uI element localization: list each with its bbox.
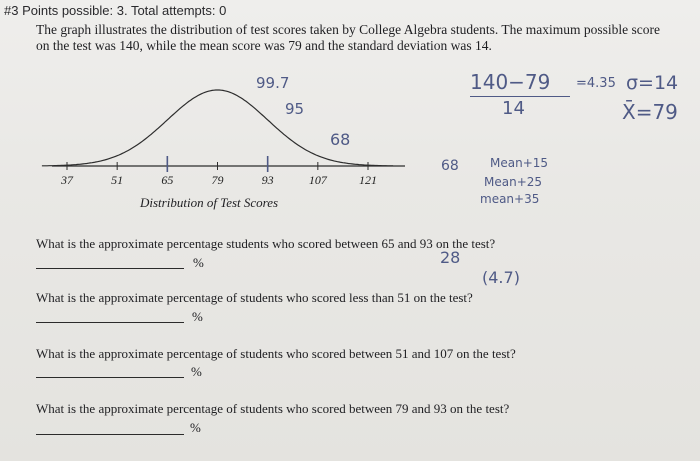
handwritten-calc-numerator: 140−79	[470, 70, 551, 94]
x-tick-label: 51	[111, 173, 124, 187]
handwritten-sigma: σ=14	[626, 72, 679, 94]
x-tick-label: 121	[359, 173, 377, 187]
normal-distribution-curve	[42, 90, 393, 166]
problem-intro: The graph illustrates the distribution of test scores taken by College Algebra students. The maximum possible score on the test was 140, while the mean score was 79 and the standard deviation was 14.	[36, 22, 660, 53]
handwritten-side-68: 68	[441, 158, 459, 174]
handwritten-28: 28	[440, 248, 461, 267]
handwritten-calc-result: =4.35	[576, 76, 616, 91]
question-2: What is the approximate percentage of students who scored less than 51 on the test?	[36, 290, 473, 305]
percent-sign-1: %	[193, 255, 204, 270]
handwritten-mean-plus-35: mean+35	[480, 192, 540, 206]
handwritten-95: 95	[285, 100, 305, 118]
percent-sign-2: %	[192, 309, 203, 324]
x-tick-label: 79	[211, 173, 224, 187]
handwritten-fraction-bar	[470, 96, 570, 97]
question-4: What is the approximate percentage of students who scored between 79 and 93 on the test?	[36, 401, 510, 416]
x-tick-label: 65	[161, 173, 174, 187]
answer-field-1[interactable]	[36, 268, 184, 269]
handwritten-4-7: (4.7)	[482, 268, 520, 287]
problem-header: #3 Points possible: 3. Total attempts: 0	[4, 3, 227, 18]
handwritten-mean-plus-25: Mean+25	[484, 175, 543, 189]
answer-field-3[interactable]	[36, 377, 184, 378]
handwritten-mean-plus-15: Mean+15	[490, 156, 549, 170]
chart-x-label: Distribution of Test Scores	[140, 195, 279, 210]
question-3: What is the approximate percentage of students who scored between 51 and 107 on the test?	[36, 346, 516, 361]
handwritten-mean: X̄=79	[622, 100, 678, 124]
handwritten-68: 68	[330, 130, 351, 149]
handwritten-calc-denominator: 14	[502, 98, 525, 119]
answer-field-4[interactable]	[36, 434, 184, 435]
answer-field-2[interactable]	[36, 322, 184, 323]
x-tick-label: 37	[61, 173, 73, 187]
handwritten-99-7: 99.7	[256, 74, 290, 92]
x-tick-label: 93	[261, 173, 274, 187]
percent-sign-4: %	[190, 420, 201, 435]
percent-sign-3: %	[191, 364, 202, 379]
x-tick-label: 107	[308, 173, 327, 187]
question-1: What is the approximate percentage students who scored between 65 and 93 on the test?	[36, 236, 496, 251]
